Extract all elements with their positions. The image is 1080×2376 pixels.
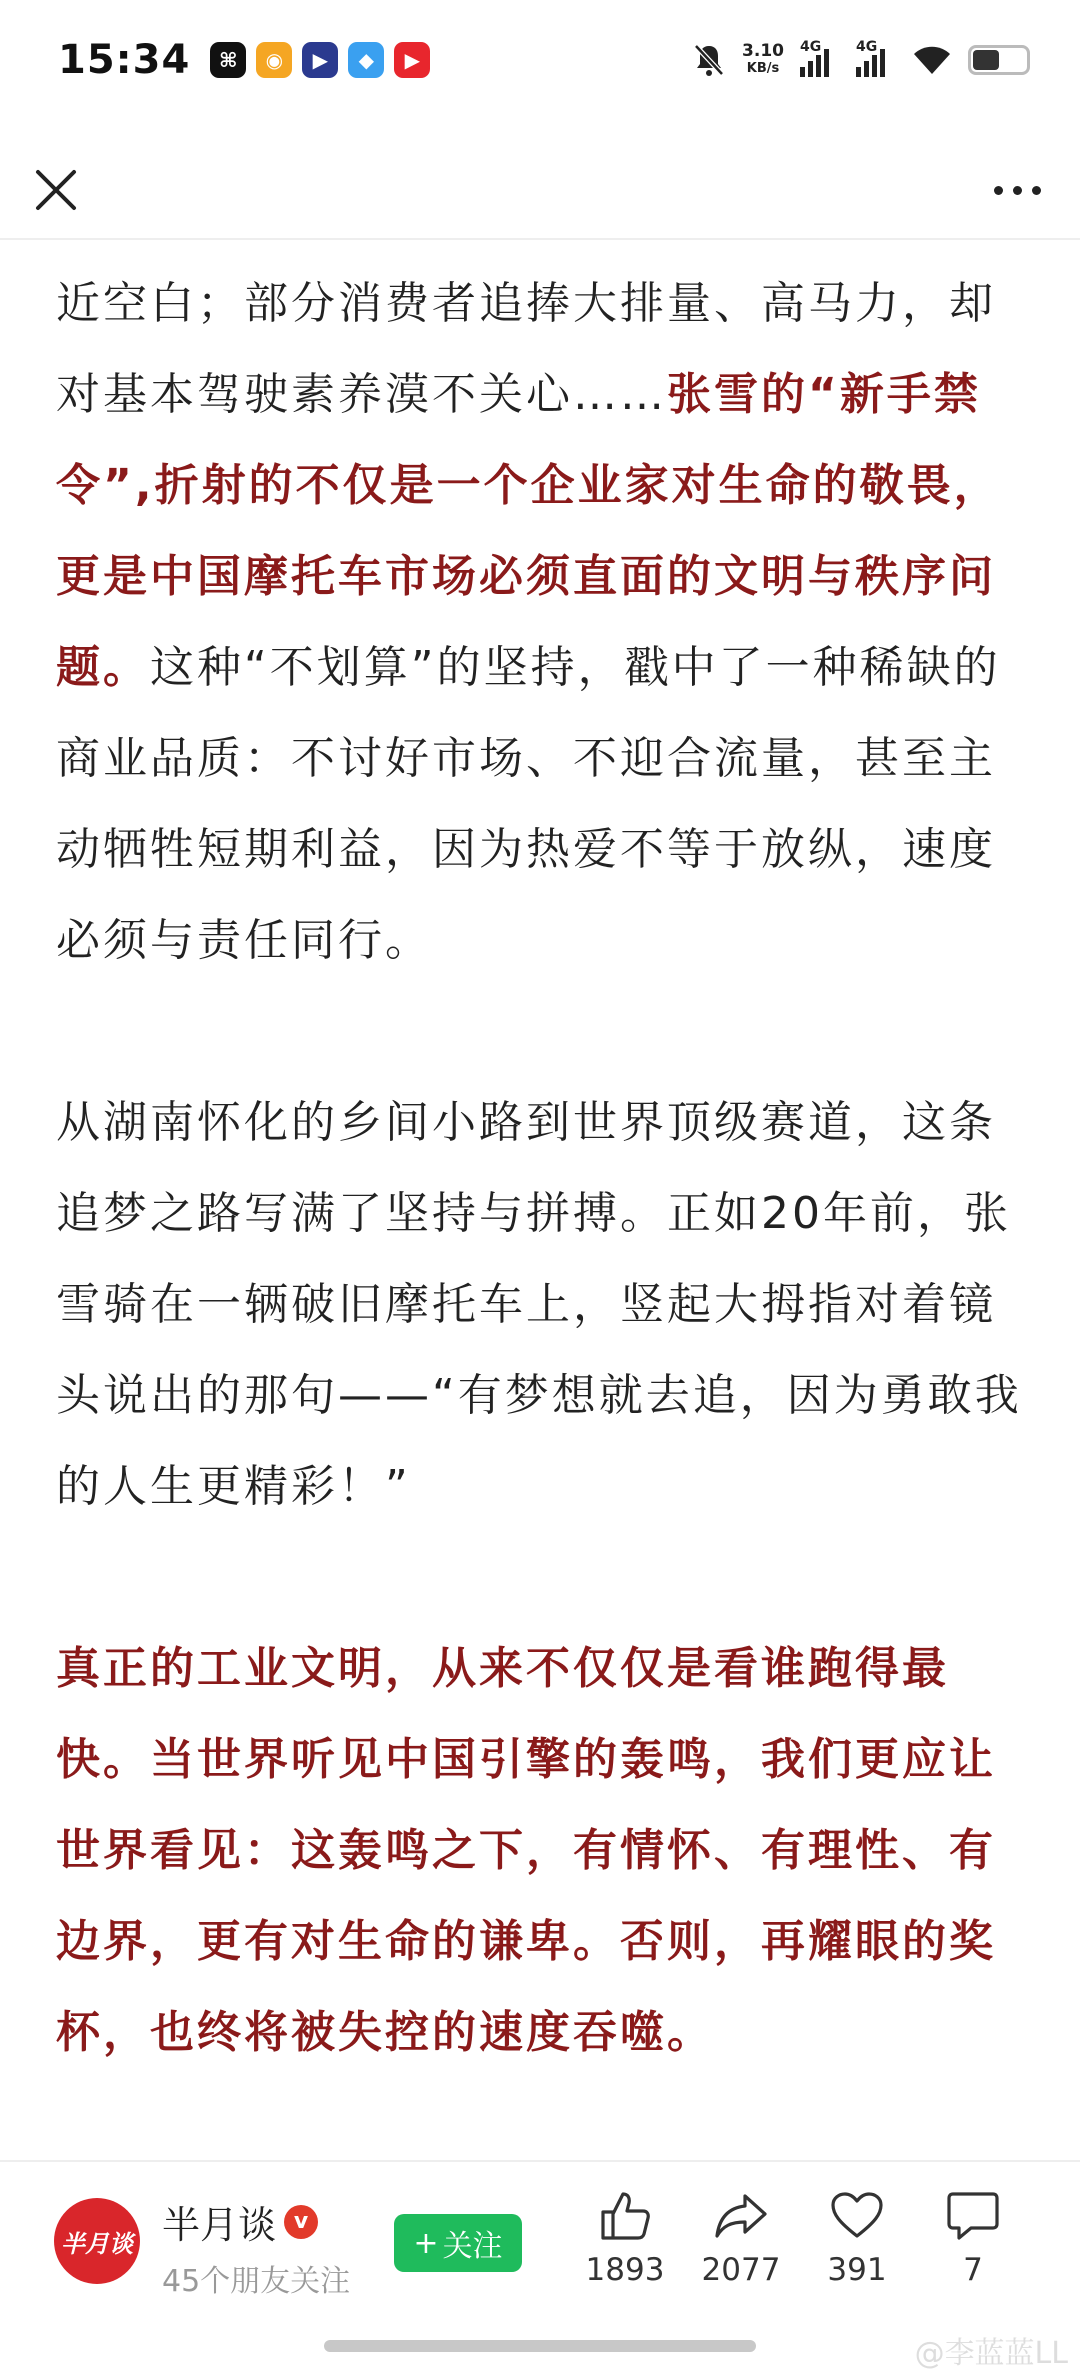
- weibo-icon: ◉: [256, 42, 292, 78]
- like-button[interactable]: [570, 2190, 680, 2288]
- follow-button[interactable]: [394, 2214, 522, 2272]
- watermark: @李蓝蓝LL: [914, 2336, 1068, 2371]
- author-avatar[interactable]: 半月谈: [54, 2198, 140, 2284]
- author-name-row[interactable]: [162, 2194, 318, 2249]
- thumbs-up-icon: [597, 2190, 653, 2242]
- net-speed-value: 3.10: [742, 41, 784, 61]
- home-indicator[interactable]: [324, 2340, 756, 2352]
- notification-app-icons: [210, 42, 430, 78]
- top-nav: [0, 140, 1080, 240]
- cell-signal-icon: [856, 39, 896, 77]
- article-body: [56, 258, 1024, 2078]
- plus-icon: +: [413, 2225, 439, 2261]
- author-name: 半月谈: [162, 2203, 277, 2247]
- comment-count: 7: [963, 2252, 983, 2288]
- status-bar: [0, 0, 1080, 120]
- favorite-button[interactable]: [802, 2190, 912, 2288]
- verified-badge-icon: v: [284, 2205, 318, 2239]
- more-dot-icon: [994, 186, 1003, 195]
- wifi-icon: [912, 44, 952, 76]
- status-indicators: [692, 39, 1030, 78]
- close-icon: [28, 162, 84, 218]
- net-speed: [742, 42, 784, 78]
- share-arrow-icon: [713, 2190, 769, 2242]
- heart-icon: [829, 2190, 885, 2242]
- favorite-count: 391: [827, 2252, 887, 2288]
- more-dot-icon: [1032, 186, 1041, 195]
- like-count: 1893: [585, 2252, 665, 2288]
- battery-icon: [968, 45, 1030, 75]
- youku-icon: ▶: [394, 42, 430, 78]
- highlighted-text: 张雪的“新手禁令”,折射的不仅是一个企业家对生命的敬畏，更是中国摩托车市场必须直面的文明与秩序问题。: [56, 369, 1001, 693]
- follow-label: 关注: [442, 2229, 503, 2264]
- signal-label: 4G: [856, 39, 878, 55]
- cell-signal-icon: [800, 39, 840, 77]
- close-button[interactable]: [28, 162, 84, 218]
- capcut-icon: ⌘: [210, 42, 246, 78]
- share-button[interactable]: [686, 2190, 796, 2288]
- more-dot-icon: [1013, 186, 1022, 195]
- comment-bubble-icon: [945, 2190, 1001, 2242]
- signal-label: 4G: [800, 39, 822, 55]
- status-time: 15:34: [58, 37, 191, 83]
- friends-follow-count: 45个朋友关注: [162, 2264, 351, 2299]
- share-count: 2077: [701, 2252, 781, 2288]
- mute-bell-icon: [692, 42, 726, 78]
- net-speed-unit: KB/s: [746, 61, 780, 76]
- article-paragraph: 从湖南怀化的乡间小路到世界顶级赛道，这条追梦之路写满了坚持与拼搏。正如20年前，张雪骑在一辆破旧摩托车上，竖起大拇指对着镜头说出的那句——“有梦想就去追，因为勇敢我的人生更精彩！”: [56, 1097, 1022, 1512]
- paragraph-text: 近空白；部分消费者追捧大排量、高马力，却对基本驾驶素养漠不关心……: [56, 278, 996, 420]
- cloud-app-icon: ◆: [348, 42, 384, 78]
- video-app-icon: ▶: [302, 42, 338, 78]
- more-options-button[interactable]: [982, 162, 1052, 218]
- article-paragraph-highlighted: 真正的工业文明，从来不仅仅是看谁跑得最快。当世界听见中国引擎的轰鸣，我们更应让世界看见：这轰鸣之下，有情怀、有理性、有边界，更有对生命的谦卑。否则，再耀眼的奖杯，也终将被失控的速度吞噬。: [56, 1643, 996, 2058]
- paragraph-text: 这种“不划算”的坚持，戳中了一种稀缺的商业品质：不讨好市场、不迎合流量，甚至主动牺牲短期利益，因为热爱不等于放纵，速度必须与责任同行。: [56, 642, 1001, 966]
- comment-button[interactable]: [918, 2190, 1028, 2288]
- article-paragraph: [56, 258, 1024, 986]
